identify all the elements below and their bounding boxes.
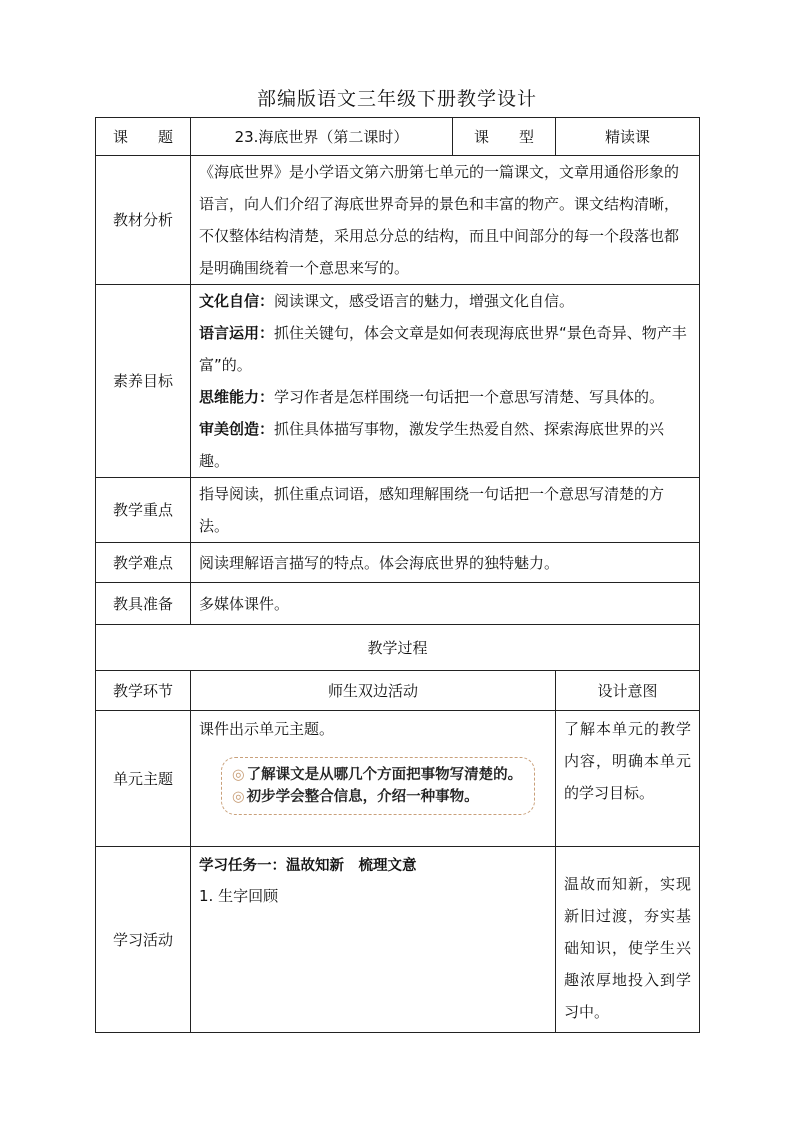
task-step: 1. 生字回顾	[199, 887, 279, 905]
goal-text: 抓住关键句，体会文章是如何表现海底世界“景色奇异、物产丰富”的。	[199, 324, 687, 374]
materials-label: 教具准备	[96, 583, 191, 625]
difficulties-content: 阅读理解语言描写的特点。体会海底世界的独特魅力。	[191, 543, 700, 583]
learning-activity-row	[96, 847, 700, 1033]
unit-theme-label: 单元主题	[96, 711, 191, 847]
task-heading: 学习任务一：温故知新 梳理文意	[199, 858, 417, 874]
goal-key: 文化自信：	[199, 292, 275, 310]
lesson-title-cell	[191, 118, 453, 156]
process-title-row	[96, 625, 700, 671]
learning-activity-intent: 温故而知新，实现新旧过渡，夯实基础知识，使学生兴趣浓厚地投入到学习中。	[556, 847, 700, 1033]
literacy-goals-label: 素养目标	[96, 285, 191, 478]
unit-theme-intent: 了解本单元的教学内容，明确本单元的学习目标。	[556, 711, 700, 847]
textbook-analysis-content: 《海底世界》是小学语文第六册第七单元的一篇课文，文章用通俗形象的语言，向人们介绍了海底世界奇异的景色和丰富的物产。课文结构清晰，不仅整体结构清楚，采用总分总的结构，而且中间部分的每一个段落也都是明确围绕着一个意思来写的。	[191, 156, 700, 285]
goal-key: 语言运用：	[199, 324, 275, 342]
learning-activity-content	[191, 847, 556, 1033]
learning-activity-label: 学习活动	[96, 847, 191, 1033]
difficulties-row	[96, 543, 700, 583]
difficulties-label: 教学难点	[96, 543, 191, 583]
intent-header: 设计意图	[556, 671, 700, 711]
course-label-cell	[96, 118, 191, 156]
lesson-plan-table	[95, 117, 700, 1033]
activity-header: 师生双边活动	[191, 671, 556, 711]
goal-key: 审美创造：	[199, 420, 275, 438]
process-header-row	[96, 671, 700, 711]
circle-bullet-icon: ◎	[232, 767, 245, 783]
goal-item	[199, 381, 691, 413]
goal-item	[199, 317, 691, 381]
process-title: 教学过程	[96, 625, 700, 671]
key-points-row	[96, 478, 700, 543]
key-points-content: 指导阅读，抓住重点词语，感知理解围绕一句话把一个意思写清楚的方法。	[191, 478, 700, 543]
materials-row	[96, 583, 700, 625]
type-label-cell	[453, 118, 556, 156]
goal-item	[199, 285, 691, 317]
goal-text: 阅读课文，感受语言的魅力，增强文化自信。	[274, 292, 575, 310]
literacy-goals-content	[191, 285, 700, 478]
type-label: 课 型	[473, 127, 534, 146]
materials-content: 多媒体课件。	[191, 583, 700, 625]
unit-theme-activity	[191, 711, 556, 847]
type-value-cell	[556, 118, 700, 156]
textbook-analysis-label: 教材分析	[96, 156, 191, 285]
stage-header: 教学环节	[96, 671, 191, 711]
type-value: 精读课	[604, 127, 650, 146]
callout-line	[232, 764, 524, 786]
callout-text: 了解课文是从哪几个方面把事物写清楚的。	[246, 767, 523, 783]
key-points-label: 教学重点	[96, 478, 191, 543]
circle-bullet-icon: ◎	[232, 789, 245, 805]
callout-text: 初步学会整合信息，介绍一种事物。	[246, 789, 479, 805]
literacy-goals-row	[96, 285, 700, 478]
goal-key: 思维能力：	[199, 388, 275, 406]
goal-item	[199, 413, 691, 477]
textbook-analysis-row	[96, 156, 700, 285]
course-label: 课 题	[112, 127, 173, 146]
unit-theme-callout	[221, 757, 535, 815]
unit-theme-intro: 课件出示单元主题。	[199, 720, 335, 738]
lesson-title: 23.海底世界（第二课时）	[234, 127, 409, 146]
unit-theme-row	[96, 711, 700, 847]
goal-text: 学习作者是怎样围绕一句话把一个意思写清楚、写具体的。	[274, 388, 665, 406]
callout-line	[232, 786, 524, 808]
document-title: 部编版语文三年级下册教学设计	[256, 88, 537, 110]
goal-text: 抓住具体描写事物，激发学生热爱自然、探索海底世界的兴趣。	[199, 420, 665, 470]
header-row	[96, 118, 700, 156]
